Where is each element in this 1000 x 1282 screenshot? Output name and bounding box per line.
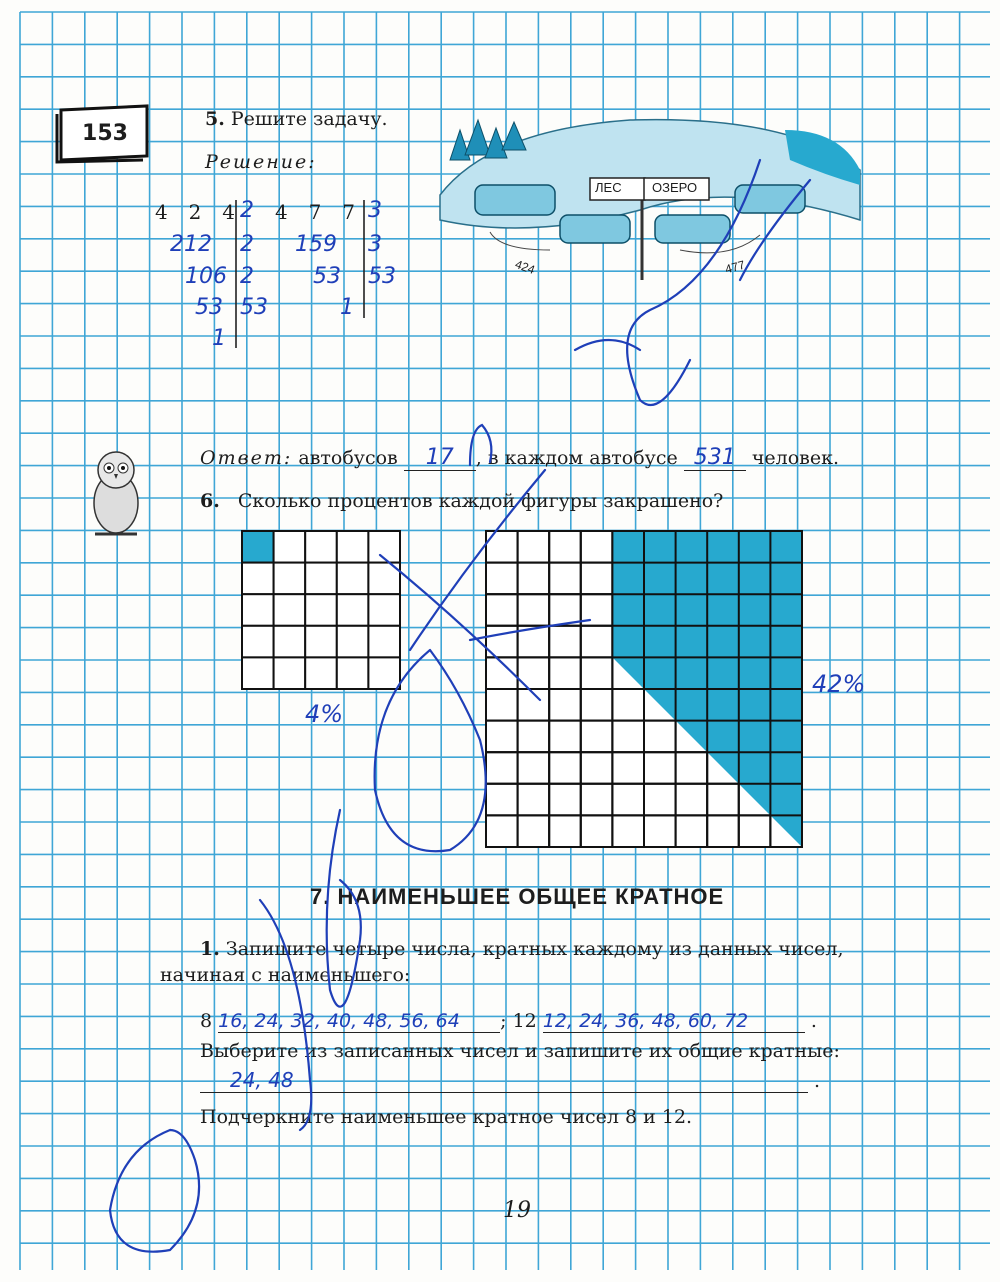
big-figure-answer: 42% — [812, 670, 866, 698]
section7-title: 7. НАИМЕНЬШЕЕ ОБЩЕЕ КРАТНОЕ — [310, 884, 725, 909]
quotient-1b: 1 — [340, 295, 354, 320]
dividend-424: 4 2 4 — [155, 200, 235, 224]
page-number: 19 — [503, 1198, 531, 1223]
underline-instruction: Подчеркните наименьшее кратное чисел 8 и 12. — [200, 1106, 693, 1128]
common-multiples: 24, 48 — [200, 1068, 808, 1093]
sign-lake-label: ОЗЕРО — [652, 180, 698, 195]
divisor-2: 2 — [240, 198, 254, 223]
count-left: 424 — [513, 256, 537, 278]
task5-text: Решите задачу. — [230, 108, 388, 130]
count-right: 477 — [723, 257, 747, 277]
answer-label: Ответ: — [200, 447, 293, 469]
label-8: 8 — [200, 1010, 213, 1032]
task7-1-number: 1. — [200, 938, 220, 960]
answer-text-people: человек. — [751, 447, 839, 469]
answer-people-value: 531 — [684, 445, 746, 471]
page-badge-number: 153 — [82, 120, 128, 146]
task5-number: 5. — [205, 108, 225, 130]
multiples-of-8: 16, 24, 32, 40, 48, 56, 64 — [218, 1010, 500, 1033]
task6-text: Сколько процентов каждой фигуры закрашено? — [237, 490, 724, 512]
factor-2b: 2 — [240, 264, 254, 289]
factor-3: 3 — [368, 232, 382, 257]
factor-2a: 2 — [240, 232, 254, 257]
label-12: ; 12 — [500, 1010, 537, 1032]
quotient-1: 1 — [212, 326, 226, 351]
quotient-53b: 53 — [313, 264, 341, 289]
answer-buses-value: 17 — [404, 445, 476, 471]
task6-number: 6. — [200, 490, 220, 512]
factor-53b: 53 — [368, 264, 396, 289]
quotient-212: 212 — [170, 232, 212, 257]
quotient-159: 159 — [295, 232, 337, 257]
task7-1-text: Запишите четыре числа, кратных каждому из данных чисел, — [225, 938, 844, 960]
divisor-3: 3 — [368, 198, 382, 223]
small-figure-answer: 4% — [305, 700, 344, 728]
factor-53: 53 — [240, 295, 268, 320]
task7-1-line2: начиная с наименьшего: — [160, 964, 411, 986]
dividend-477: 4 7 7 — [275, 200, 355, 224]
sign-forest-label: ЛЕС — [595, 180, 622, 195]
quotient-106: 106 — [185, 264, 227, 289]
multiples-of-12: 12, 24, 36, 48, 60, 72 — [543, 1010, 805, 1033]
solution-label: Решение: — [205, 151, 317, 173]
dot: . — [810, 1010, 817, 1032]
answer-text-each: , в каждом автобусе — [475, 447, 678, 469]
answer-text-buses: автобусов — [298, 447, 398, 469]
dot2: . — [814, 1070, 821, 1092]
choose-common-text: Выберите из записанных чисел и запишите их общие кратные: — [200, 1040, 840, 1062]
quotient-53: 53 — [195, 295, 223, 320]
